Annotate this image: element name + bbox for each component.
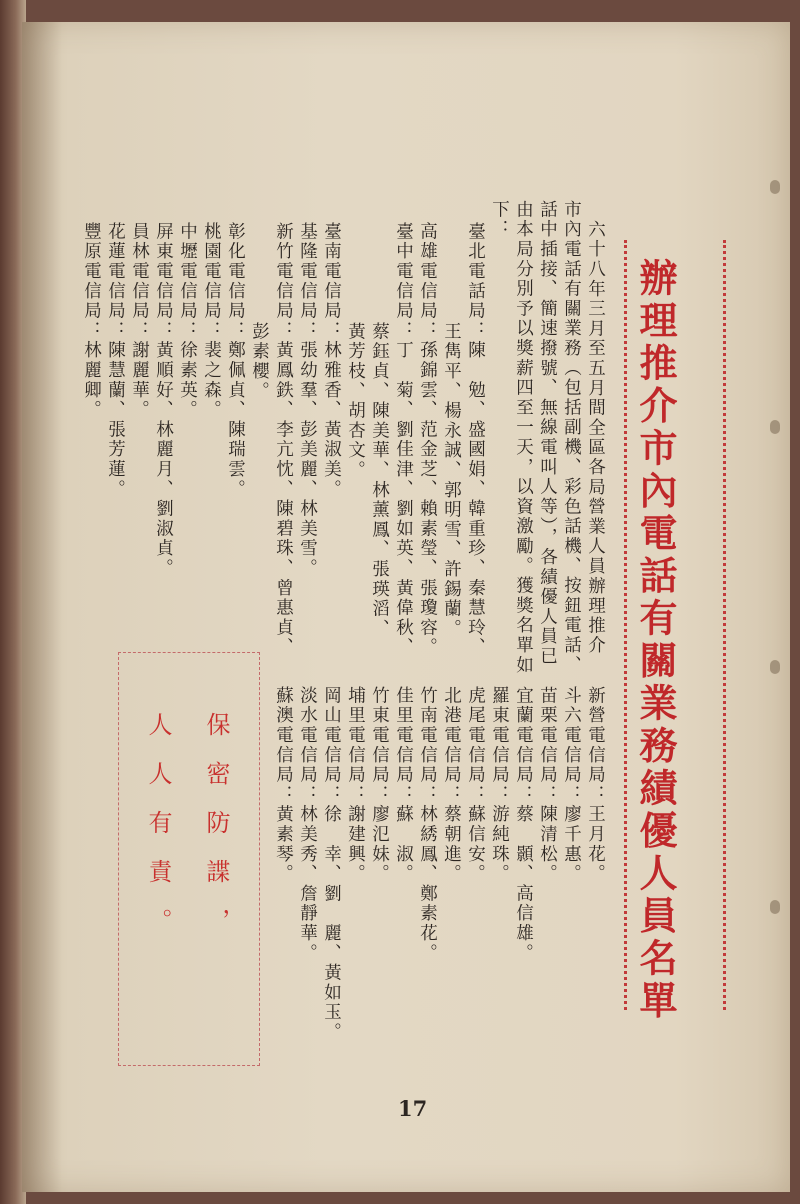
- awardee-line: 花蓮電信局：陳慧蘭、張芳蓮。: [105, 222, 126, 500]
- awardee-line: 虎尾電信局：蘇信安。: [465, 686, 486, 884]
- awardee-line: 蘇澳電信局：黃素琴。: [273, 686, 294, 884]
- awardee-line: 彭素櫻。: [249, 322, 270, 402]
- awardee-line: 佳里電信局：蘇 淑。: [393, 686, 414, 884]
- awardee-line: 臺北電話局：陳 勉、盛國娟、韓重珍、秦慧玲、: [465, 222, 486, 658]
- intro-line: 由本局分別予以獎薪四至一天，以資激勵。獲獎名單如: [513, 200, 534, 676]
- slogan-line: 保密防諜，: [202, 712, 230, 957]
- awardee-line: 蔡鈺貞、陳美華、林薰鳳、張瑛滔、: [369, 322, 390, 639]
- page-title: 辦理推介市內電話有關業務績優人員名單: [633, 258, 678, 1023]
- awardee-line: 新營電信局：王月花。: [585, 686, 606, 884]
- intro-line: 六十八年三月至五月間全區各局營業人員辦理推介: [585, 220, 606, 656]
- awardee-line: 北港電信局：蔡朝進。: [441, 686, 462, 884]
- awardee-line: 苗栗電信局：陳清松。: [537, 686, 558, 884]
- awardee-line: 竹南電信局：林綉鳳、鄭素花。: [417, 686, 438, 964]
- awardee-line: 竹東電信局：廖氾妹。: [369, 686, 390, 884]
- awardee-line: 屏東電信局：黃順好、林麗月、劉淑貞。: [153, 222, 174, 579]
- page-number: 17: [398, 1096, 428, 1121]
- awardee-line: 彰化電信局：鄭佩貞、陳瑞雲。: [225, 222, 246, 500]
- awardee-line: 員林電信局：謝麗華。: [129, 222, 150, 420]
- intro-line: 市內電話有關業務（包括副機、彩色話機、按鈕電話、: [561, 200, 582, 676]
- awardee-line: 淡水電信局：林美秀、詹靜華。: [297, 686, 318, 964]
- awardee-line: 中壢電信局：徐素英。: [177, 222, 198, 420]
- awardee-line: 斗六電信局：廖千惠。: [561, 686, 582, 884]
- awardee-line: 基隆電信局：張幼羣、彭美麗、林美雪。: [297, 222, 318, 579]
- intro-line: 下：: [489, 200, 510, 240]
- awardee-line: 桃園電信局：裴之森。: [201, 222, 222, 420]
- awardee-line: 王雋平、楊永誠、郭明雪、許錫蘭。: [441, 322, 462, 639]
- slogan-box: [118, 652, 260, 1066]
- awardee-line: 埔里電信局：謝建興。: [345, 686, 366, 884]
- awardee-line: 豐原電信局：林麗卿。: [81, 222, 102, 420]
- awardee-line: 臺中電信局：丁 菊、劉佳津、劉如英、黃偉秋、: [393, 222, 414, 658]
- awardee-line: 羅東電信局：游純珠。: [489, 686, 510, 884]
- awardee-line: 新竹電信局：黃鳳鉄、李亢忱、陳碧珠、曾惠貞、: [273, 222, 294, 658]
- awardee-line: 高雄電信局：孫錦雲、范金芝、賴素瑩、張瓊容。: [417, 222, 438, 658]
- intro-line: 話中插接、簡速撥號、無線電叫人等），各績優人員已: [537, 200, 558, 667]
- awardee-line: 臺南電信局：林雅香、黃淑美。: [321, 222, 342, 500]
- awardee-line: 黃芳枝、胡杏文。: [345, 322, 366, 481]
- slogan-line: 人人有責。: [144, 712, 172, 957]
- spine-shadow: [22, 22, 62, 1192]
- awardee-line: 岡山電信局：徐 幸、劉 麗、黃如玉。: [321, 686, 342, 1043]
- awardee-line: 宜蘭電信局：蔡 顥、高信雄。: [513, 686, 534, 964]
